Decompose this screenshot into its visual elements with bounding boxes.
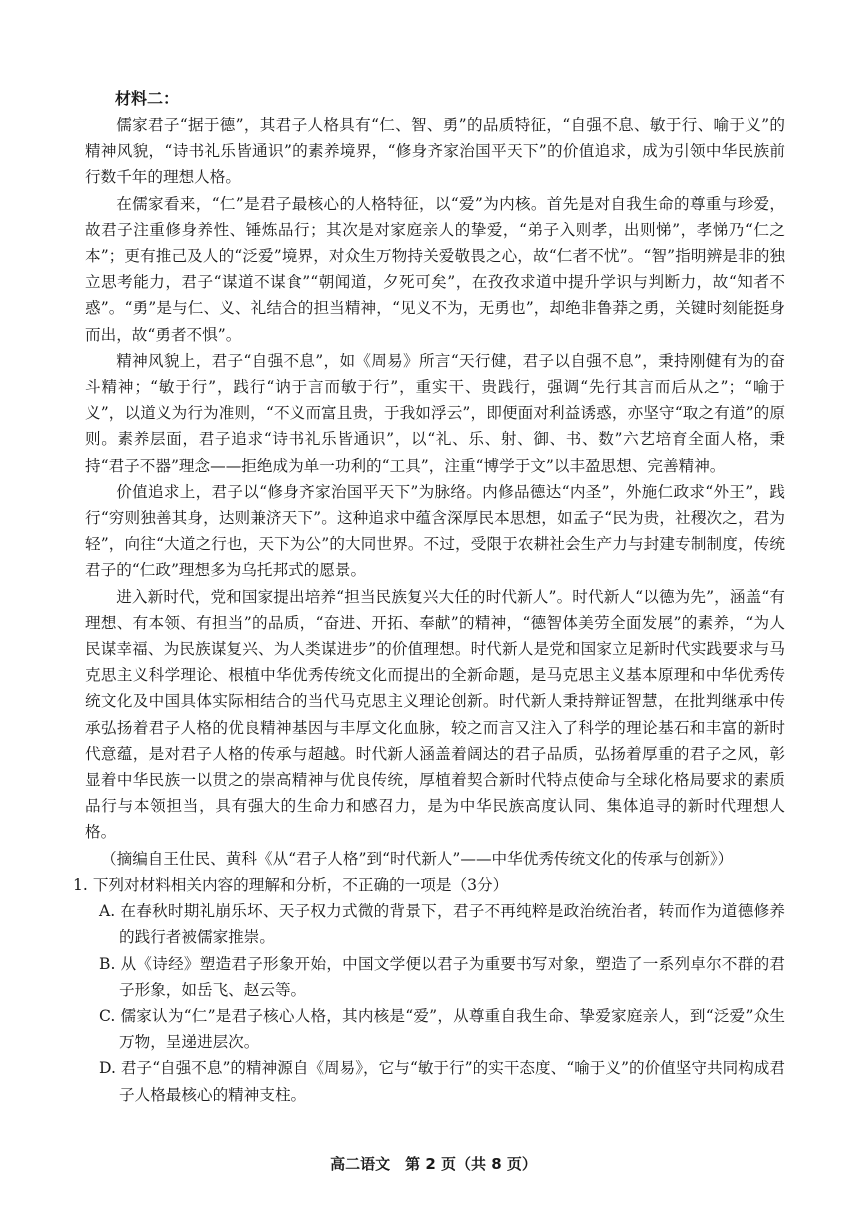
page-content	[73, 86, 785, 1108]
option-b: B. 从《诗经》塑造君子形象开始，中国文学便以君子为重要书写对象，塑造了一系列卓尔不群的君子形象，如岳飞、赵云等。	[99, 954, 785, 999]
source-citation: （摘编自王仕民、黄科《从“君子人格”到“时代新人”——中华优秀传统文化的传承与创新》）	[101, 849, 734, 868]
page-footer: 高二语文 第 2 页（共 8 页）	[330, 1155, 537, 1173]
option-c: C. 儒家认为“仁”是君子核心人格，其内核是“爱”，从尊重自我生命、挚爱家庭亲人，到“泛爱”众生万物，呈递进层次。	[99, 1006, 785, 1052]
paragraph-2: 在儒家看来，“仁”是君子最核心的人格特征，以“爱”为内核。首先是对自我生命的尊重与珍爱，故君子注重修身养性、锤炼品行；其次是对家庭亲人的挚爱，“弟子入则孝，出则悌”，孝悌乃“仁之本”；更有推己及人的“泛爱”境界，对众生万物持关爱敬畏之心，故“仁者不忧”。“智”指明辨是非的独立思考能力，君子“谋道不谋食”“朝闻道，夕死可矣”，在孜孜求道中提升学识与判断力，故“知者不惑”。“勇”是与仁、义、礼结合的担当精神，“见义不为，无勇也”，却绝非鲁莽之勇，关键时刻能挺身而出，故“勇者不惧”。	[85, 194, 785, 344]
option-a: A. 在春秋时期礼崩乐坏、天子权力式微的背景下，君子不再纯粹是政治统治者，转而作为道德修养的践行者被儒家推崇。	[99, 902, 785, 947]
paragraph-1: 儒家君子“据于德”，其君子人格具有“仁、智、勇”的品质特征，“自强不息、敏于行、喻于义”的精神风貌，“诗书礼乐皆通识”的素养境界，“修身齐家治国平天下”的价值追求，成为引领中华民族前行数千年的理想人格。	[85, 116, 785, 187]
paragraph-3: 精神风貌上，君子“自强不息”，如《周易》所言“天行健，君子以自强不息”，秉持刚健有为的奋斗精神；“敏于行”，践行“讷于言而敏于行”，重实干、贵践行，强调“先行其言而后从之”；“喻于义”，以道义为行为准则，“不义而富且贵，于我如浮云”，即便面对利益诱惑，亦坚守“取之有道”的原则。素养层面，君子追求“诗书礼乐皆通识”，以“礼、乐、射、御、书、数”六艺培育全面人格，秉持“君子不器”理念——拒绝成为单一功利的“工具”，注重“博学于文”以丰盈思想、完善精神。	[85, 351, 785, 475]
section-title: 材料二：	[115, 89, 180, 108]
question-stem: 1. 下列对材料相关内容的理解和分析，不正确的一项是（3分）	[73, 875, 509, 894]
paragraph-5: 进入新时代，党和国家提出培养“担当民族复兴大任的时代新人”。时代新人“以德为先”，涵盖“有理想、有本领、有担当”的品质，“奋进、开拓、奉献”的精神，“德智体美劳全面发展”的素养，“为人民谋幸福、为民族谋复兴、为人类谋进步”的价值理想。时代新人是党和国家立足新时代实践要求与马克思主义科学理论、根植中华优秀传统文化而提出的全新命题，是马克思主义基本原理和中华优秀传统文化及中国具体实际相结合的当代马克思主义理论创新。时代新人秉持辩证智慧，在批判继承中传承弘扬着君子人格的优良精神基因与丰厚文化血脉，较之而言又注入了科学的理论基石和丰富的新时代意蕴，是对君子人格的传承与超越。时代新人涵盖着阔达的君子品质，弘扬着厚重的君子之风，彰显着中华民族一以贯之的崇高精神与优良传统，厚植着契合新时代特点使命与全球化格局要求的素质品行与本领担当，具有强大的生命力和感召力，是为中华民族高度认同、集体追寻的新时代理想人格。	[85, 587, 785, 842]
option-d: D. 君子“自强不息”的精神源自《周易》，它与“敏于行”的实干态度、“喻于义”的价值坚守共同构成君子人格最核心的精神支柱。	[99, 1059, 785, 1104]
paragraph-4: 价值追求上，君子以“修身齐家治国平天下”为脉络。内修品德达“内圣”，外施仁政求“外王”，践行“穷则独善其身，达则兼济天下”。这种追求中蕴含深厚民本思想，如孟子“民为贵，社稷次之，君为轻”，向往“大道之行也，天下为公”的大同世界。不过，受限于农耕社会生产力与封建专制制度，传统君子的“仁政”理想多为乌托邦式的愿景。	[85, 482, 785, 580]
